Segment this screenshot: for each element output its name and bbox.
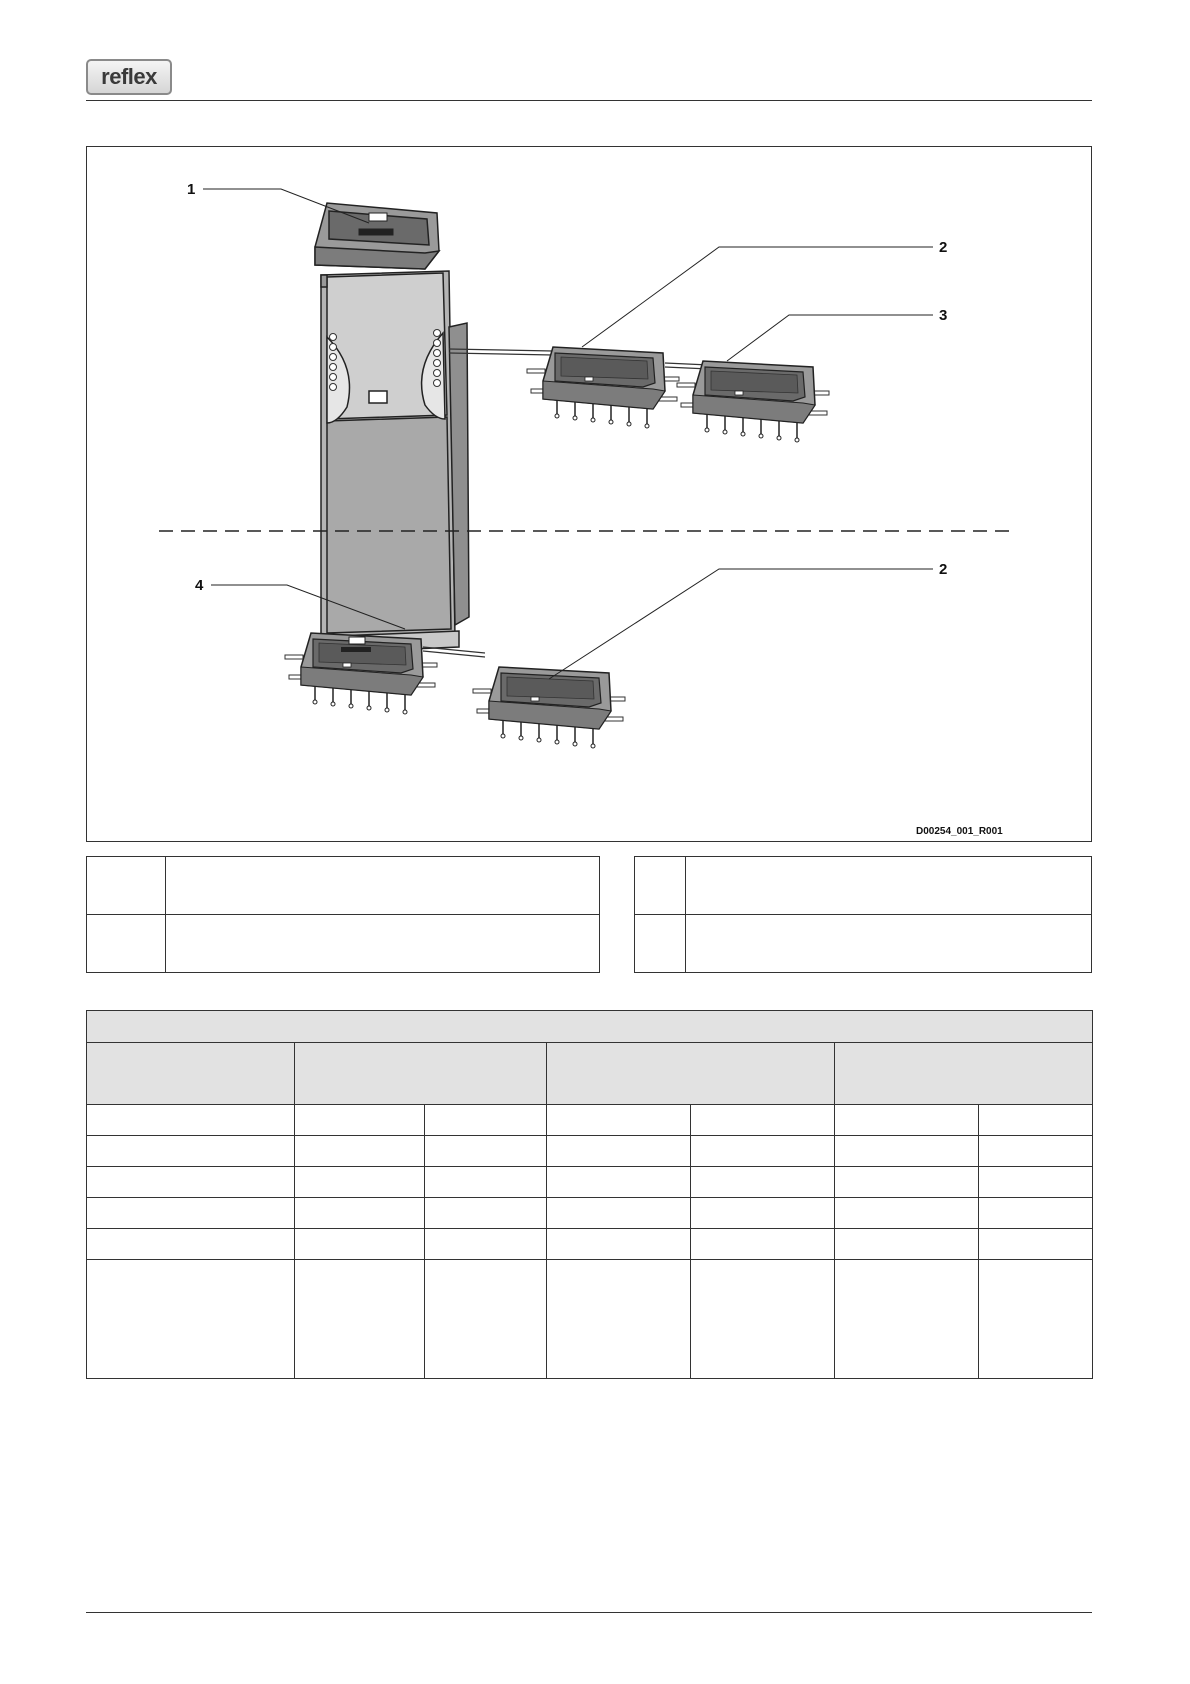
- table-cell: [87, 1136, 295, 1167]
- header-rule: [86, 100, 1092, 101]
- legend-number-cell: [87, 915, 166, 973]
- legend-table-left: [86, 856, 600, 973]
- legend-number-cell: [87, 857, 166, 915]
- expansion-module-upper-b: [677, 361, 829, 442]
- table-cell: [295, 1229, 425, 1260]
- table-cell: [87, 1229, 295, 1260]
- table-cell: [979, 1105, 1093, 1136]
- table-cell: [425, 1167, 547, 1198]
- legend-number-cell: [635, 915, 686, 973]
- table-cell: [547, 1198, 691, 1229]
- table-cell: [425, 1105, 547, 1136]
- table-cell: [835, 1105, 979, 1136]
- table-row: [87, 1229, 1093, 1260]
- legend-row: [87, 857, 600, 915]
- table-cell: [87, 1105, 295, 1136]
- legend-text-cell: [686, 915, 1092, 973]
- table-cell: [295, 1198, 425, 1229]
- table-header-row: [87, 1043, 1093, 1105]
- table-cell: [979, 1167, 1093, 1198]
- expansion-module-lower: [473, 667, 625, 748]
- legend-number-cell: [635, 857, 686, 915]
- table-cell: [835, 1229, 979, 1260]
- controller-module-lower: [285, 633, 437, 714]
- legend-text-cell: [686, 857, 1092, 915]
- table-row: [87, 1167, 1093, 1198]
- table-cell: [691, 1167, 835, 1198]
- footer-rule: [86, 1612, 1092, 1613]
- table-cell: [979, 1260, 1093, 1379]
- table-cell: [835, 1198, 979, 1229]
- reflex-logo: [86, 59, 172, 95]
- table-cell: [835, 1260, 979, 1379]
- brand-name: reflex: [101, 64, 157, 89]
- figure-frame: [86, 146, 1092, 842]
- legend-table-right: [634, 856, 1092, 973]
- table-cell: [425, 1260, 547, 1379]
- callout-3: 3: [939, 307, 948, 324]
- table-title-cell: [87, 1011, 1093, 1043]
- table-cell: [425, 1229, 547, 1260]
- callout-4: 4: [195, 577, 204, 594]
- table-cell: [835, 1136, 979, 1167]
- table-cell: [547, 1229, 691, 1260]
- table-cell: [547, 1260, 691, 1379]
- table-cell: [979, 1136, 1093, 1167]
- specifications-table: [86, 1010, 1093, 1379]
- table-cell: [425, 1198, 547, 1229]
- table-row: [87, 1105, 1093, 1136]
- table-cell: [425, 1136, 547, 1167]
- table-cell: [295, 1260, 425, 1379]
- callout-1: 1: [187, 181, 196, 198]
- table-row: [87, 1198, 1093, 1229]
- table-title-row: [87, 1011, 1093, 1043]
- table-header-cell: [835, 1043, 1093, 1105]
- table-cell: [691, 1198, 835, 1229]
- table-cell: [835, 1167, 979, 1198]
- table-cell: [547, 1136, 691, 1167]
- table-cell: [979, 1229, 1093, 1260]
- table-cell: [295, 1105, 425, 1136]
- table-row: [87, 1136, 1093, 1167]
- drawing-id: D00254_001_R001: [916, 826, 1003, 837]
- table-cell: [547, 1105, 691, 1136]
- table-cell: [87, 1198, 295, 1229]
- table-cell: [979, 1198, 1093, 1229]
- table-cell: [87, 1167, 295, 1198]
- legend-row: [87, 915, 600, 973]
- table-row: [87, 1260, 1093, 1379]
- legend-row: [635, 857, 1092, 915]
- table-cell: [295, 1167, 425, 1198]
- table-cell: [295, 1136, 425, 1167]
- callout-2-lower: 2: [939, 561, 948, 578]
- legend-text-cell: [166, 915, 600, 973]
- expansion-module-upper-a: [527, 347, 679, 428]
- legend-row: [635, 915, 1092, 973]
- table-cell: [547, 1167, 691, 1198]
- table-cell: [691, 1105, 835, 1136]
- table-header-cell: [87, 1043, 295, 1105]
- table-cell: [87, 1260, 295, 1379]
- table-header-cell: [295, 1043, 547, 1105]
- table-cell: [691, 1260, 835, 1379]
- table-header-cell: [547, 1043, 835, 1105]
- device-illustration: [87, 147, 1093, 843]
- callout-2-upper: 2: [939, 239, 948, 256]
- table-cell: [691, 1136, 835, 1167]
- table-cell: [691, 1229, 835, 1260]
- controller-unit: [315, 203, 439, 269]
- legend-text-cell: [166, 857, 600, 915]
- control-cabinet: [313, 271, 469, 653]
